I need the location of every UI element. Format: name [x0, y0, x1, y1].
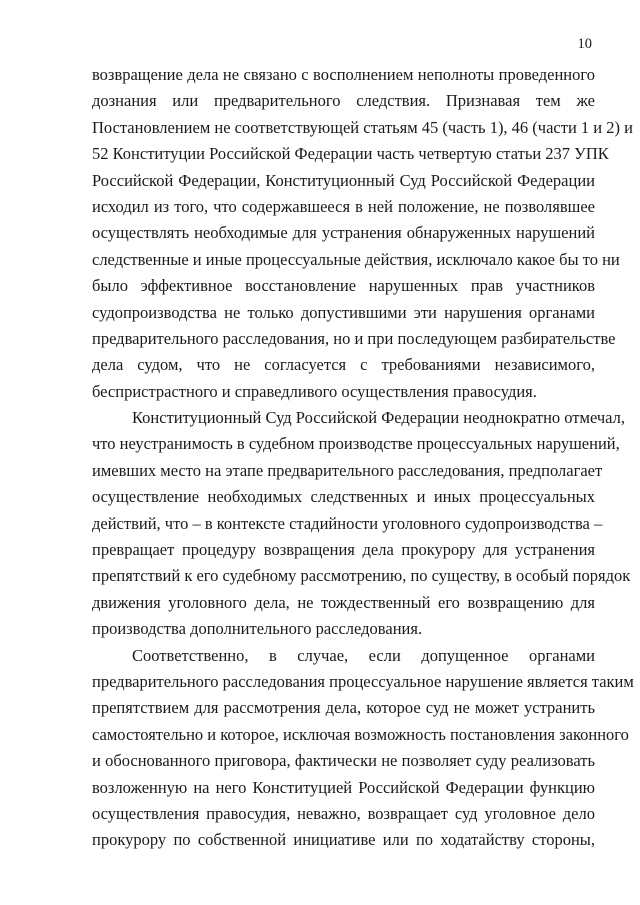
text-line: беспристрастного и справедливого осуществления правосудия.	[92, 381, 537, 401]
text-line: имевших место на этапе предварительного расследования, предполагает	[92, 460, 603, 480]
text-line: предварительного расследования, но и при последующем разбирательстве	[92, 328, 616, 348]
text-line: Российской Федерации, Конституционный Суд Российской Федерации	[92, 170, 595, 190]
text-line: Соответственно, в случае, если допущенное органами	[132, 645, 595, 665]
text-line: дознания или предварительного следствия. Признавая тем же	[92, 91, 595, 111]
text-line: самостоятельно и которое, исключая возможность постановления законного	[92, 724, 629, 744]
page-number: 10	[577, 36, 592, 52]
text-line: исходил из того, что содержавшееся в ней положение, не позволявшее	[92, 196, 595, 216]
text-line: осуществления правосудия, неважно, возвращает суд уголовное дело	[92, 803, 595, 823]
text-line: было эффективное восстановление нарушенных прав участников	[92, 276, 595, 296]
text-line: препятствием для рассмотрения дела, которое суд не может устранить	[92, 698, 595, 718]
paragraph	[92, 643, 634, 854]
text-line: Постановлением не соответствующей статьям 45 (часть 1), 46 (части 1 и 2) и	[92, 117, 633, 137]
text-line: Конституционный Суд Российской Федерации неоднократно отмечал,	[132, 408, 626, 428]
text-line: и обоснованного приговора, фактически не позволяет суду реализовать	[92, 751, 595, 771]
text-line: дела судом, что не согласуется с требованиями независимого,	[92, 355, 595, 375]
text-line: 52 Конституции Российской Федерации часть четвертую статьи 237 УПК	[92, 144, 609, 164]
text-line: движения уголовного дела, не тождественный его возвращению для	[92, 592, 595, 612]
text-line: следственные и иные процессуальные действия, исключало какое бы то ни	[92, 249, 620, 269]
text-line: прокурору по собственной инициативе или по ходатайству стороны,	[92, 830, 595, 850]
document-body	[92, 62, 634, 854]
text-line: осуществлять необходимые для устранения обнаруженных нарушений	[92, 223, 595, 243]
text-line: предварительного расследования процессуальное нарушение является таким	[92, 671, 634, 691]
text-line: возложенную на него Конституцией Российской Федерации функцию	[92, 777, 595, 797]
text-line: осуществление необходимых следственных и иных процессуальных	[92, 487, 595, 507]
text-line: превращает процедуру возвращения дела прокурору для устранения	[92, 540, 595, 560]
text-line: препятствий к его судебному рассмотрению, по существу, в особый порядок	[92, 566, 631, 586]
paragraph	[92, 62, 633, 405]
text-line: действий, что – в контексте стадийности уголовного судопроизводства –	[92, 513, 603, 533]
text-line: что неустранимость в судебном производстве процессуальных нарушений,	[92, 434, 620, 454]
paragraph	[92, 405, 631, 643]
text-line: производства дополнительного расследования.	[92, 619, 423, 639]
text-line: возвращение дела не связано с восполнением неполноты проведенного	[92, 65, 595, 84]
text-line: судопроизводства не только допустившими эти нарушения органами	[92, 302, 595, 322]
